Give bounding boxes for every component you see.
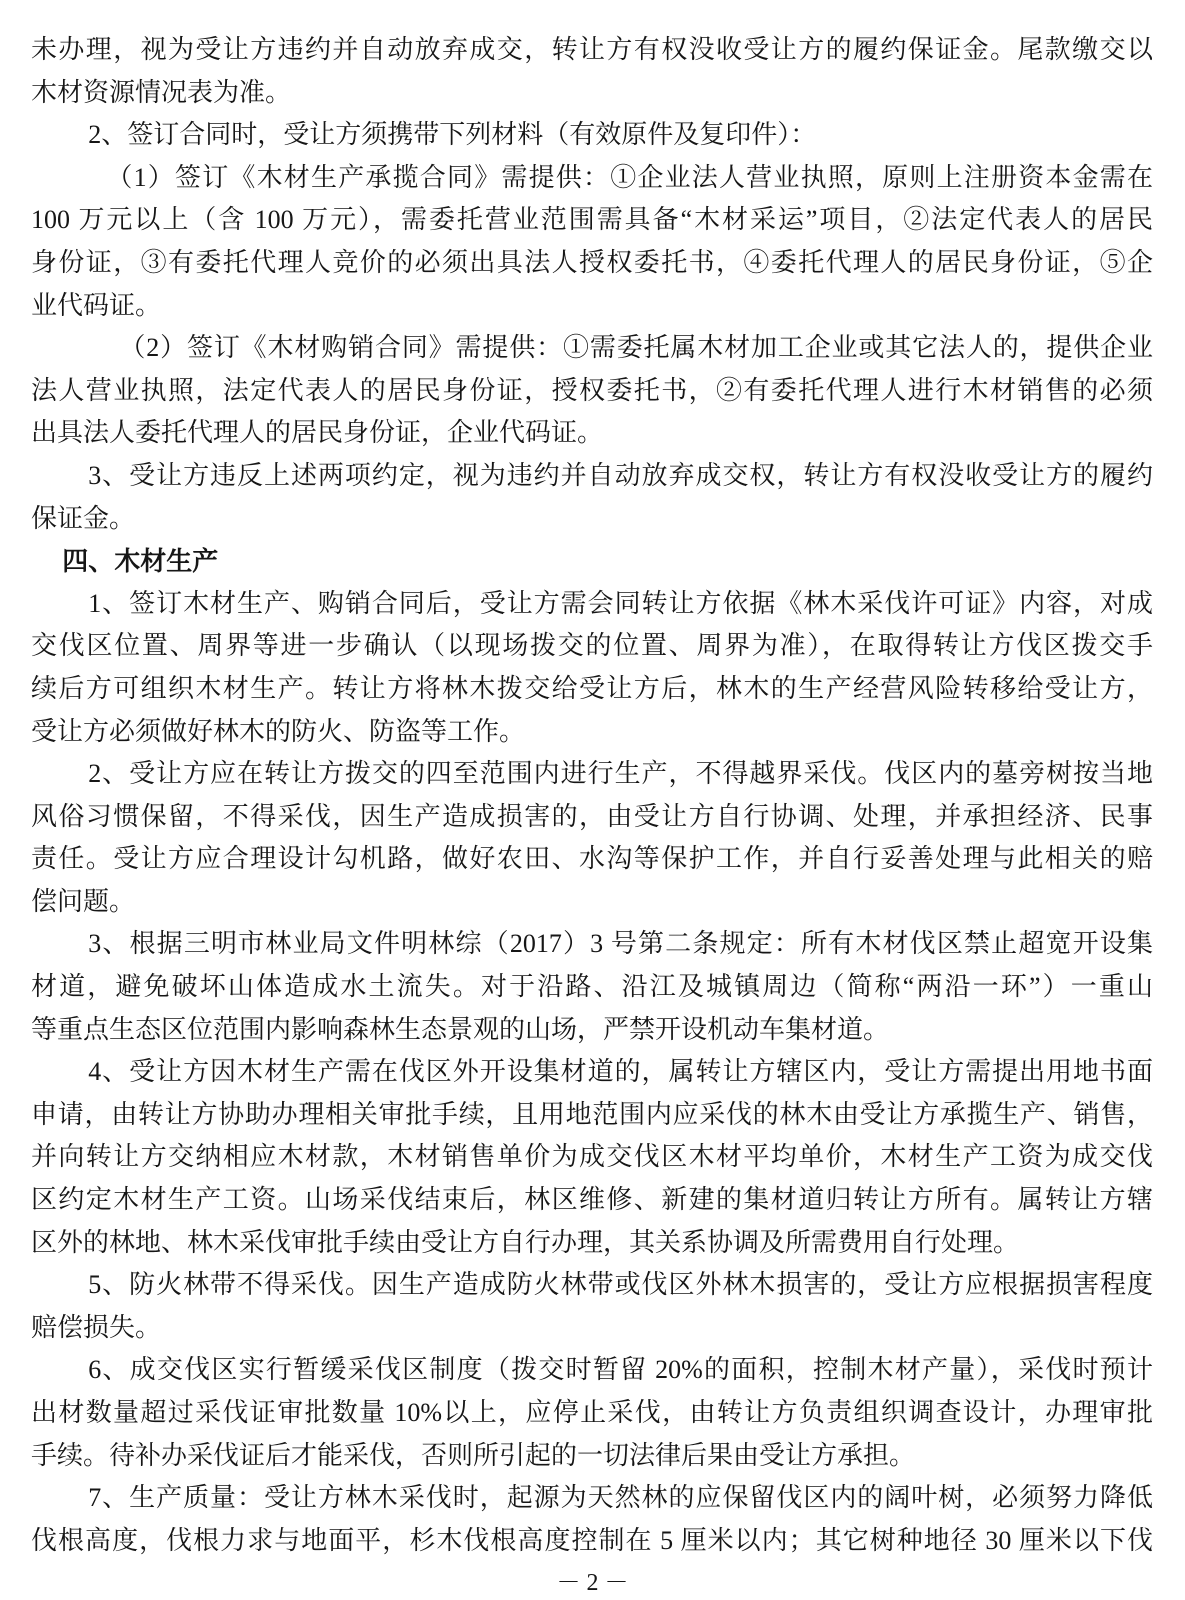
text-line: 3、受让方违反上述两项约定，视为违约并自动放弃成交权，转让方有权没收受让方的履约: [88, 460, 1153, 490]
document-body: [31, 29, 1153, 1562]
text-line: 木材资源情况表为准。: [31, 77, 292, 107]
text-line: 等重点生态区位范围内影响森林生态景观的山场，严禁开设机动车集材道。: [31, 1014, 890, 1044]
text-line: 法人营业执照，法定代表人的居民身份证，授权委托书，②有委托代理人进行木材销售的必须: [31, 375, 1153, 405]
text-line: 未办理，视为受让方违约并自动放弃成交，转让方有权没收受让方的履约保证金。尾款缴交以: [31, 35, 1153, 64]
text-line: 交伐区位置、周界等进一步确认（以现场拨交的位置、周界为准），在取得转让方伐区拨交手: [31, 631, 1153, 661]
text-line: 材道，避免破坏山体造成水土流失。对于沿路、沿江及城镇周边（简称“两沿一环”）一重山: [31, 972, 1153, 1002]
text-line: 区约定木材生产工资。山场采伐结束后，林区维修、新建的集材道归转让方所有。属转让方辖: [31, 1185, 1153, 1215]
text-line: 3、根据三明市林业局文件明林综（2017）3 号第二条规定：所有木材伐区禁止超宽开设集: [88, 929, 1153, 959]
text-line: （2）签订《木材购销合同》需提供：①需委托属木材加工企业或其它法人的，提供企业: [119, 333, 1153, 363]
text-line: 100 万元以上（含 100 万元），需委托营业范围需具备“木材采运”项目，②法定代表人的居民: [31, 205, 1153, 235]
text-line: 2、受让方应在转让方拨交的四至范围内进行生产，不得越界采伐。伐区内的墓旁树按当地: [88, 759, 1153, 789]
text-line: 风俗习惯保留，不得采伐，因生产造成损害的，由受让方自行协调、处理，并承担经济、民事: [31, 801, 1153, 831]
text-line: （1）签订《木材生产承揽合同》需提供：①企业法人营业执照，原则上注册资本金需在: [106, 162, 1153, 192]
text-line: 申请，由转让方协助办理相关审批手续，且用地范围内应采伐的林木由受让方承揽生产、销售，: [31, 1099, 1153, 1129]
text-line: 续后方可组织木材生产。转让方将林木拨交给受让方后，林木的生产经营风险转移给受让方，: [31, 673, 1153, 703]
text-line: 偿问题。: [31, 886, 136, 916]
text-line: 5、防火林带不得采伐。因生产造成防火林带或伐区外林木损害的，受让方应根据损害程度: [88, 1270, 1153, 1300]
text-line: 并向转让方交纳相应木材款，木材销售单价为成交伐区木材平均单价，木材生产工资为成交伐: [31, 1142, 1153, 1172]
text-line: 受让方必须做好林木的防火、防盗等工作。: [31, 716, 526, 746]
text-line: 出具法人委托代理人的居民身份证，企业代码证。: [31, 418, 604, 448]
text-line: 6、成交伐区实行暂缓采伐区制度（拨交时暂留 20%的面积，控制木材产量），采伐时预计: [88, 1355, 1153, 1385]
text-line: 业代码证。: [31, 290, 162, 320]
text-line: 伐根高度，伐根力求与地面平，杉木伐根高度控制在 5 厘米以内；其它树种地径 30 厘米以下伐: [31, 1525, 1153, 1555]
text-line: 4、受让方因木材生产需在伐区外开设集材道的，属转让方辖区内，受让方需提出用地书面: [88, 1057, 1153, 1087]
section-heading: 四、木材生产: [62, 546, 219, 577]
page-number: － 2 －: [556, 1570, 629, 1596]
text-line: 出材数量超过采伐证审批数量 10%以上，应停止采伐，由转让方负责组织调查设计，办理审批: [31, 1398, 1153, 1427]
text-line: 身份证，③有委托代理人竞价的必须出具法人授权委托书，④委托代理人的居民身份证，⑤企: [31, 247, 1153, 277]
text-line: 责任。受让方应合理设计勾机路，做好农田、水沟等保护工作，并自行妥善处理与此相关的赔: [31, 844, 1153, 874]
text-line: 赔偿损失。: [31, 1312, 162, 1342]
text-line: 手续。待补办采伐证后才能采伐，否则所引起的一切法律后果由受让方承担。: [31, 1440, 916, 1470]
text-line: 区外的林地、林木采伐审批手续由受让方自行办理，其关系协调及所需费用自行处理。: [31, 1227, 1020, 1257]
text-line: 7、生产质量：受让方林木采伐时，起源为天然林的应保留伐区内的阔叶树，必须努力降低: [88, 1483, 1153, 1513]
text-line: 保证金。: [31, 503, 136, 533]
text-line: 2、签订合同时，受让方须携带下列材料（有效原件及复印件）：: [88, 120, 817, 150]
text-line: 1、签订木材生产、购销合同后，受让方需会同转让方依据《林木采伐许可证》内容，对成: [88, 588, 1153, 618]
